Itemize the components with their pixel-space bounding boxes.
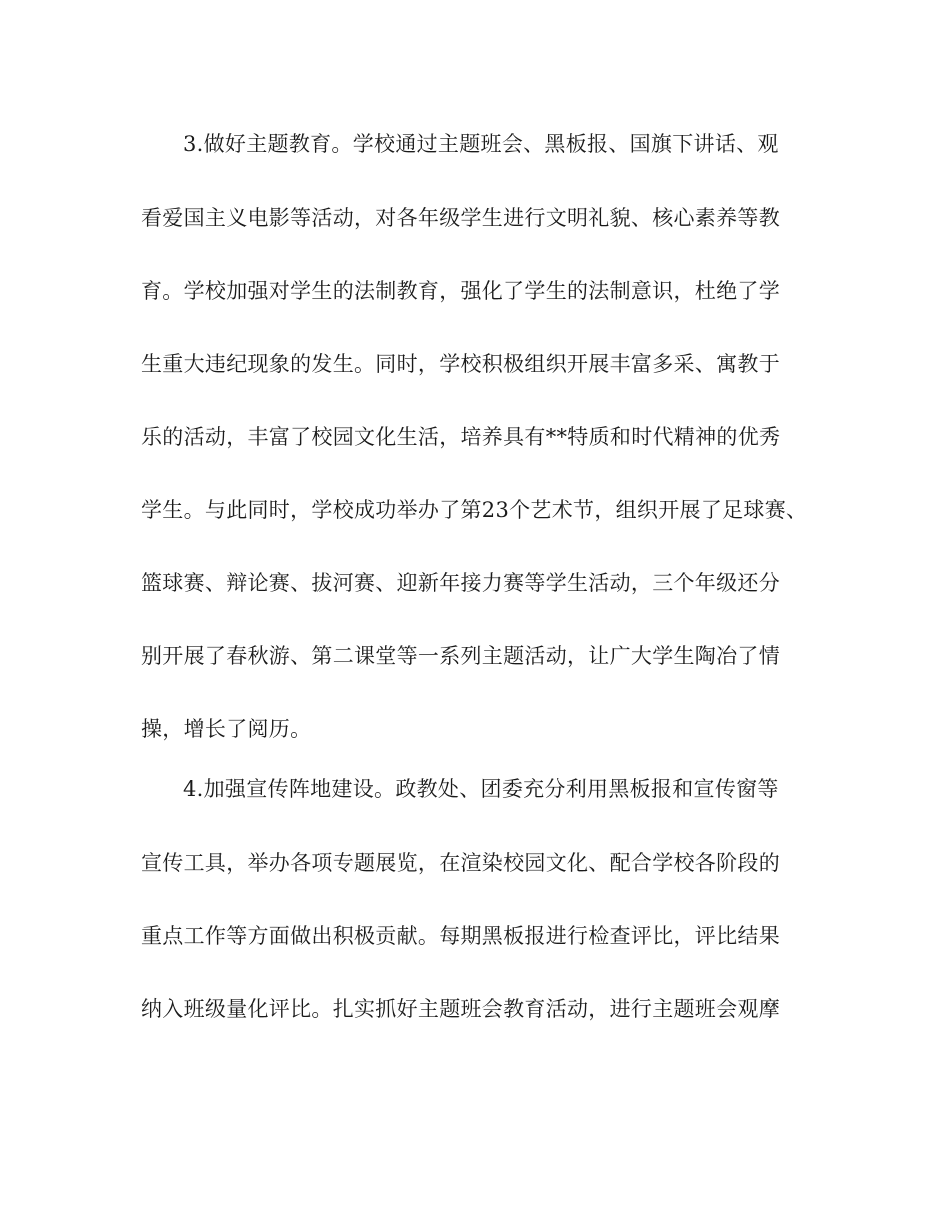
paragraph-3-line-4: 生重大违纪现象的发生。同时，学校积极组织开展丰富多采、寓教于 xyxy=(141,352,780,376)
paragraph-3-line-7: 篮球赛、辩论赛、拔河赛、迎新年接力赛等学生活动，三个年级还分 xyxy=(141,571,780,595)
paragraph-3-line-2: 看爱国主义电影等活动，对各年级学生进行文明礼貌、核心素养等教 xyxy=(141,206,780,230)
paragraph-3-line-3: 育。学校加强对学生的法制教育，强化了学生的法制意识，杜绝了学 xyxy=(141,279,780,303)
paragraph-3-line-9: 操，增长了阅历。 xyxy=(141,717,312,741)
paragraph-4-line-1: 4.加强宣传阵地建设。政教处、团委充分利用黑板报和宣传窗等 xyxy=(183,777,779,801)
paragraph-4-line-3: 重点工作等方面做出积极贡献。每期黑板报进行检查评比，评比结果 xyxy=(141,924,780,948)
paragraph-3-line-5: 乐的活动，丰富了校园文化生活，培养具有**特质和时代精神的优秀 xyxy=(141,425,781,449)
paragraph-4-line-4: 纳入班级量化评比。扎实抓好主题班会教育活动，进行主题班会观摩 xyxy=(141,997,780,1021)
paragraph-3-line-8: 别开展了春秋游、第二课堂等一系列主题活动，让广大学生陶冶了情 xyxy=(141,644,780,668)
paragraph-4-line-2: 宣传工具，举办各项专题展览，在渲染校园文化、配合学校各阶段的 xyxy=(141,851,780,875)
paragraph-3-line-1: 3.做好主题教育。学校通过主题班会、黑板报、国旗下讲话、观 xyxy=(183,132,779,156)
paragraph-3-line-6: 学生。与此同时，学校成功举办了第23个艺术节，组织开展了足球赛、 xyxy=(141,498,808,522)
